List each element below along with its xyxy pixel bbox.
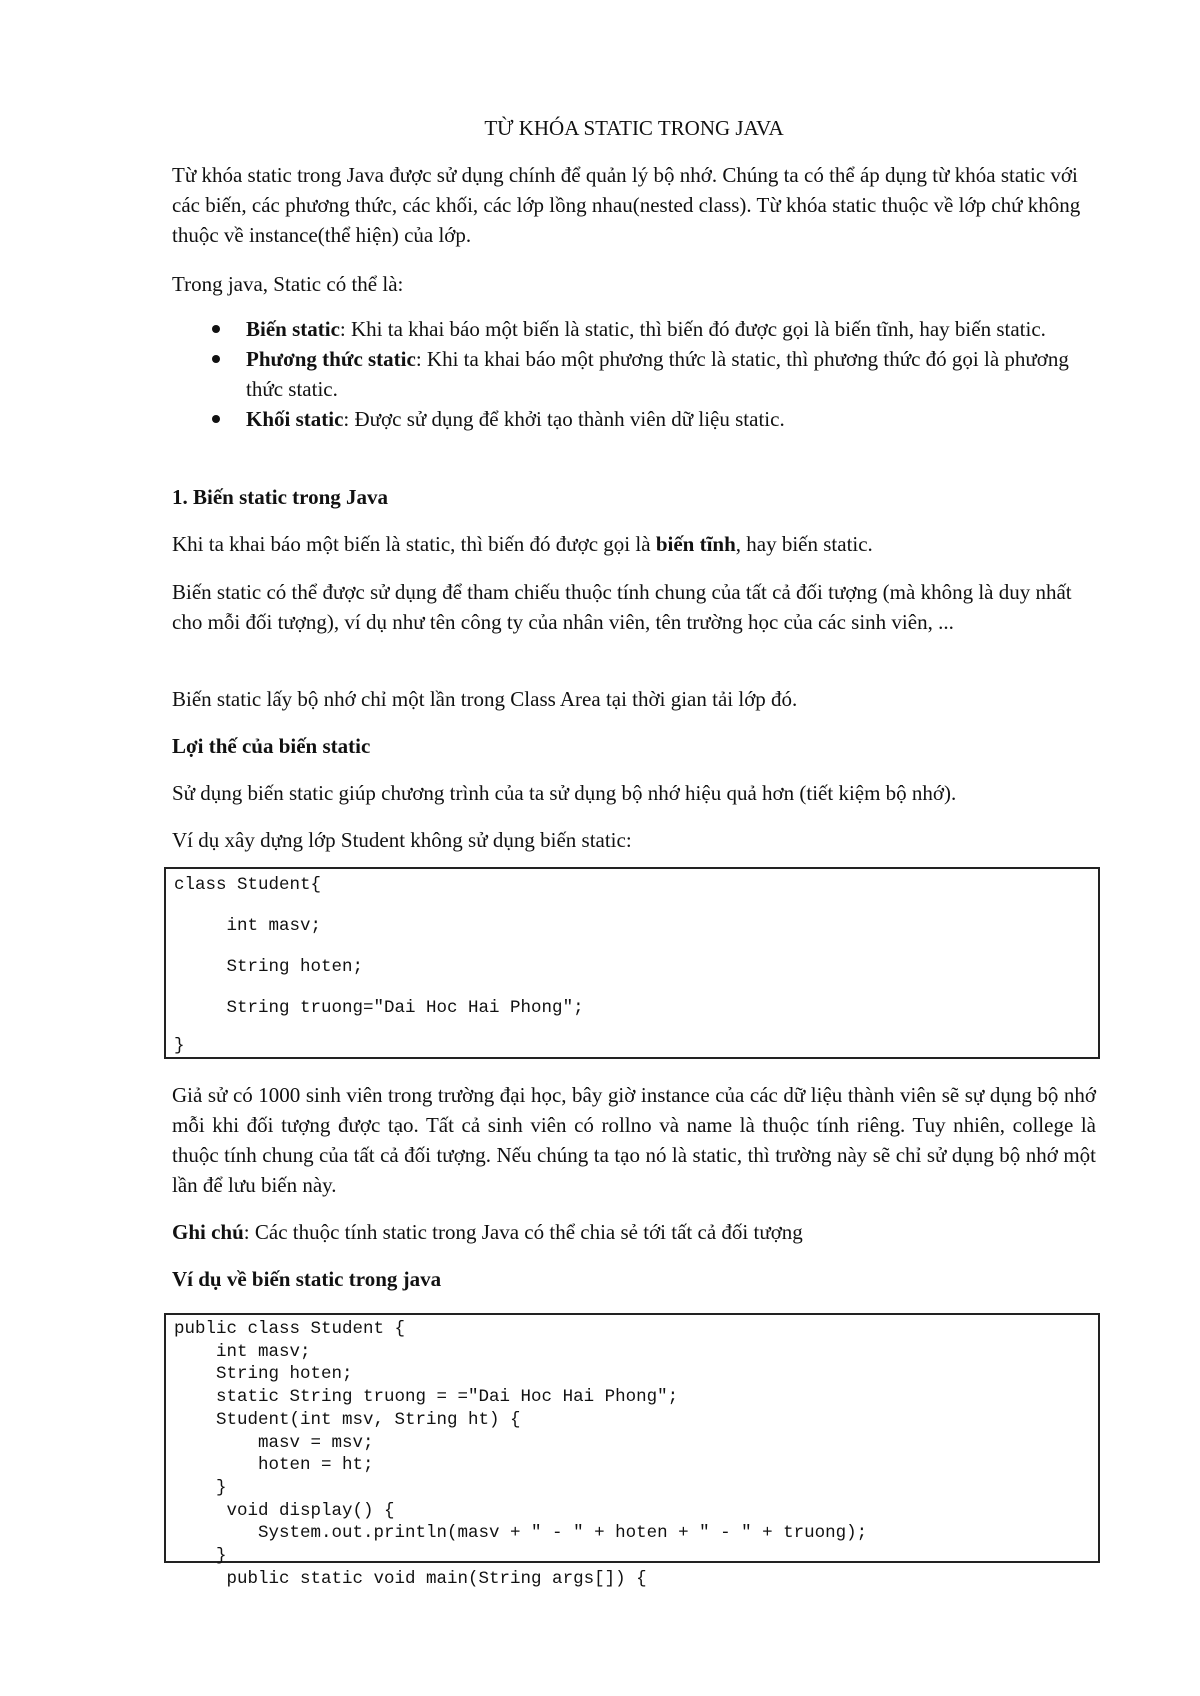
static-types-intro: Trong java, Static có thể là: xyxy=(172,272,404,296)
code-line: String hoten; xyxy=(174,957,364,977)
code-line: public static void main(String args[]) { xyxy=(174,1568,647,1589)
list-item-text: : Khi ta khai báo một biến là static, thì biến đó được gọi là biến tĩnh, hay biến static. xyxy=(339,317,1046,341)
note-text: : Các thuộc tính static trong Java có thể chia sẻ tới tất cả đối tượng xyxy=(243,1220,803,1244)
code-line: } xyxy=(174,1546,227,1567)
page-title: TỪ KHÓA STATIC TRONG JAVA xyxy=(484,116,784,140)
note-label: Ghi chú xyxy=(172,1220,244,1244)
advantage-paragraph: Sử dụng biến static giúp chương trình của ta sử dụng bộ nhớ hiệu quả hơn (tiết kiệm bộ nhớ). xyxy=(172,781,957,805)
code-line: void display() { xyxy=(174,1500,395,1521)
example1-intro: Ví dụ xây dựng lớp Student không sử dụng biến static: xyxy=(172,828,632,852)
static-variable-definition xyxy=(172,529,1096,559)
assumption-paragraph: Giả sử có 1000 sinh viên trong trường đại học, bây giờ instance của các dữ liệu thành viên sẽ sự dụng bộ nhớ mỗi khi đối tượng được tạo. Tất cả sinh viên có rollno và name là thuộc tính riêng. Tuy nhiên, college là thuộc tính chung của tất cả đối tượng. Nếu chúng ta tạo nó là static, thì trường này sẽ chỉ sử dụng bộ nhớ một lần để lưu biến này. xyxy=(172,1083,1096,1197)
bullet-icon xyxy=(212,325,220,333)
intro-paragraph: Từ khóa static trong Java được sử dụng chính để quản lý bộ nhớ. Chúng ta có thể áp dụng từ khóa static với các biến, các phương thức, các khối, các lớp lồng nhau(nested class). Từ khóa static thuộc về lớp chứ không thuộc về instance(thể hiện) của lớp. xyxy=(172,163,1081,247)
definition-text-after: , hay biến static. xyxy=(735,532,873,556)
static-variable-usage-paragraph: Biến static có thể được sử dụng để tham chiếu thuộc tính chung của tất cả đối tượng (mà không là duy nhất cho mỗi đối tượng), ví dụ như tên công ty của nhân viên, tên trường học của các sinh viên, ... xyxy=(172,580,1072,634)
code-block-student-no-static xyxy=(164,867,1100,1059)
list-item xyxy=(172,344,1096,404)
definition-text-before: Khi ta khai báo một biến là static, thì biến đó được gọi là xyxy=(172,532,656,556)
code-line: class Student{ xyxy=(174,875,322,895)
bullet-icon xyxy=(212,355,220,363)
code-line: hoten = ht; xyxy=(174,1455,374,1476)
code-line: System.out.println(masv + " - " + hoten + " - " + truong); xyxy=(174,1523,868,1544)
list-item xyxy=(172,404,1096,434)
code-line: masv = msv; xyxy=(174,1432,374,1453)
code-line: Student(int msv, String ht) { xyxy=(174,1409,521,1430)
code-line: public class Student { xyxy=(174,1319,406,1339)
list-item-term: Biến static xyxy=(246,317,340,341)
code-line: int masv; xyxy=(174,1341,311,1362)
list-item-term: Khối static xyxy=(246,407,344,431)
static-variable-memory-paragraph: Biến static lấy bộ nhớ chỉ một lần trong Class Area tại thời gian tải lớp đó. xyxy=(172,687,798,711)
static-types-list xyxy=(172,314,1096,434)
bullet-icon xyxy=(212,415,220,423)
section-heading-static-variable: 1. Biến static trong Java xyxy=(172,485,389,509)
code-line: } xyxy=(174,1477,227,1498)
note-paragraph xyxy=(172,1217,1096,1247)
code-line: } xyxy=(174,1036,185,1056)
list-item-text: : Khi ta khai báo một phương thức là static, thì phương thức đó gọi là phương thức static. xyxy=(246,347,1069,401)
example2-heading: Ví dụ về biến static trong java xyxy=(172,1267,442,1291)
advantage-heading: Lợi thế của biến static xyxy=(172,734,371,758)
code-line: String hoten; xyxy=(174,1364,353,1385)
code-line: static String truong = ="Dai Hoc Hai Phong"; xyxy=(174,1387,679,1408)
list-item-text: : Được sử dụng để khởi tạo thành viên dữ liệu static. xyxy=(343,407,785,431)
code-lines xyxy=(166,1318,867,1590)
code-line: int masv; xyxy=(174,916,322,936)
code-block-student-static xyxy=(164,1313,1100,1589)
code-line: String truong="Dai Hoc Hai Phong"; xyxy=(174,998,584,1018)
list-item xyxy=(172,314,1096,344)
definition-bold-term: biến tĩnh xyxy=(655,532,736,556)
list-item-term: Phương thức static xyxy=(246,347,416,371)
